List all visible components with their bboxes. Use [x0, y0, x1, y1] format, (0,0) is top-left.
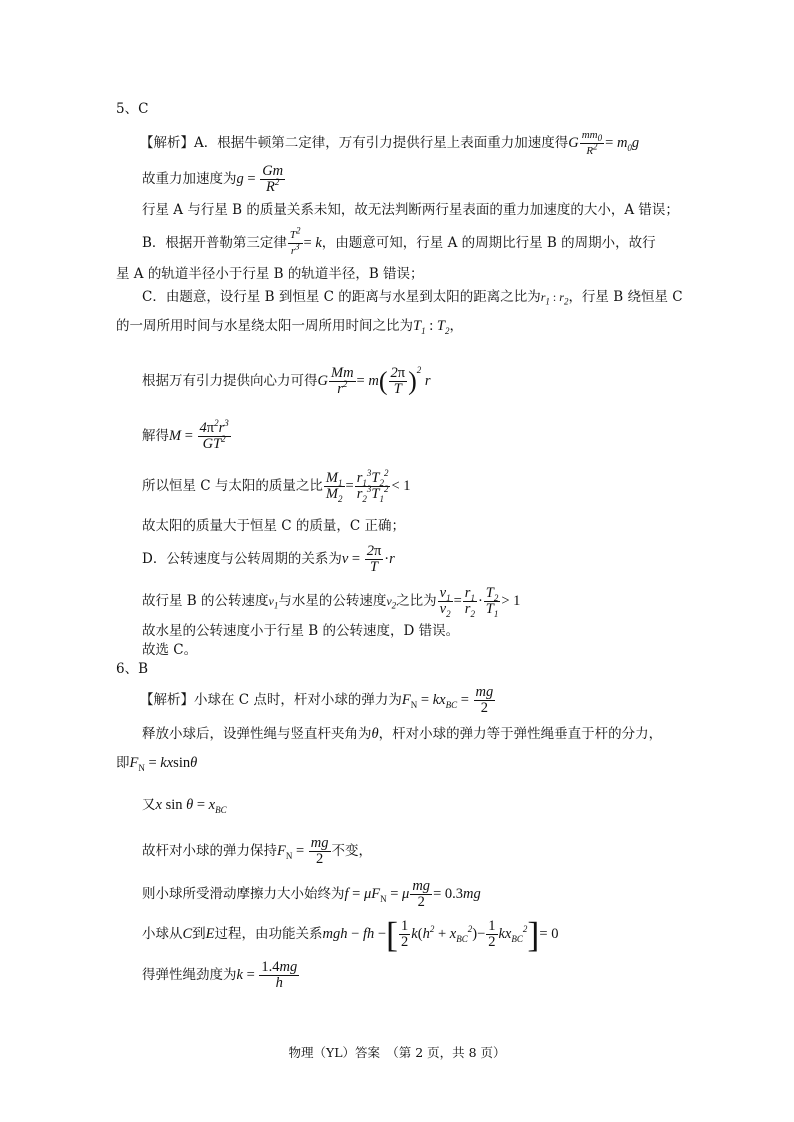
q5-gravity-accel-line: 故重力加速度为g = $\frac{Gm}{R^2}$ [142, 164, 286, 195]
formula-friction: $f = \mu F_N = \mu$ $\frac{mg}{2}$ = 0.3mg [344, 878, 481, 910]
formula-k: k = $\frac{1.4mg}{h}$ [236, 959, 298, 991]
q6-line4: 又x $\sin \theta = x_{BC}$ [142, 797, 227, 815]
q6-line5: 故杆对小球的弹力保持$F_N$ = $\frac{mg}{2}$ 不变， [142, 835, 373, 867]
q5-part-b-line: B．根据开普勒第三定律 $\frac{T^2}{r^3}$ = k，由题意可知，行星 A 的周期比行星 B 的周期小，故行 [142, 225, 656, 257]
analysis-tag: 【解析】 [140, 134, 194, 151]
formula-fn-initial: $F_N = kx_{BC}$ = $\frac{mg}{2}$ [401, 684, 494, 716]
formula-g: g = $\frac{Gm}{R^2}$ [236, 163, 284, 195]
q5-solve-line: 解得M = $\frac{4\pi^2r^3}{GT^2}$ [142, 421, 232, 452]
formula-centripetal: G $\frac{Mm}{r^2}$ = m( $\frac{2\pi}{T}$ )$^2$ r [317, 364, 431, 397]
formula-mass: M = $\frac{4\pi^2r^3}{GT^2}$ [169, 418, 229, 452]
q5-part-c-line2: 的一周所用时间与水星绕太阳一周所用时间之比为$T_1$ : $T_2$， [116, 318, 463, 336]
q6-line6: 则小球所受滑动摩擦力大小始终为$f = \mu F_N = \mu$ $\frac{mg}{2}$ = 0.3mg [142, 878, 481, 910]
q5-part-a-line: 【解析】A．根据牛顿第二定律，万有引力提供行星上表面重力加速度得G $\frac{mm_0}{R^2}$ = $m_0g$ [140, 129, 640, 157]
q6-line1: 【解析】小球在 C 点时，杆对小球的弹力为$F_N = kx_{BC}$ = $\frac{mg}{2}$ [140, 685, 496, 716]
q5-c-conclusion: 故太阳的质量大于恒星 C 的质量，C 正确； [142, 518, 406, 534]
q5-part-c-line1: C．由题意，设行星 B 到恒星 C 的距离与水星到太阳的距离之比为$r_1$ : $r_2$，行星 B 绕恒星 C [142, 289, 683, 307]
analysis-tag: 【解析】 [140, 691, 194, 708]
q5-speed-ratio-line: 故行星 B 的公转速度$v_1$与水星的公转速度$v_2$之比为 $\frac{v_1}{v_2}$ = $\frac{r_1}{r_2}$ · $\frac{T_2}{T_1}$ > 1 [142, 585, 521, 619]
formula-fn-sin: $F_N = kxsin\theta$ [129, 755, 198, 773]
q5-a-conclusion: 行星 A 与行星 B 的质量关系未知，故无法判断两行星表面的重力加速度的大小，A 错误； [142, 202, 679, 218]
q5-mass-ratio-line: 所以恒星 C 与太阳的质量之比 $\frac{M_1}{M_2}$ = $\frac{r_1^3T_2^2}{r_2^3T_1^2}$ < 1 [142, 468, 411, 504]
q5-answer: 5、C [116, 101, 149, 117]
formula-velocity: v = $\frac{2\pi}{T}$ ·r [341, 543, 395, 575]
q6-line8: 得弹性绳劲度为k = $\frac{1.4mg}{h}$ [142, 960, 300, 991]
formula-kepler: $\frac{T^2}{r^3}$ = k [289, 225, 322, 257]
q6-line2: 释放小球后，设弹性绳与竖直杆夹角为θ，杆对小球的弹力等于弹性绳垂直于杆的分力， [142, 726, 663, 742]
q5-force-line: 根据万有引力提供向心力可得G $\frac{Mm}{r^2}$ = m( $\frac{2\pi}{T}$ )$^2$ r [142, 364, 431, 397]
q6-line3: 即$F_N = kxsin\theta$ [116, 755, 198, 773]
formula-energy: mgh − fh −[ $\frac{1}{2}$ $k(h^2 + x_{BC}^2)-$ $\frac{1}{2}$ $kx_{BC}^2]= 0$ [322, 914, 559, 955]
formula-mass-ratio: $\frac{M_1}{M_2}$ = $\frac{r_1^3T_2^2}{r_2^3T_1^2}$ < 1 [325, 468, 411, 504]
q5-final: 故选 C。 [142, 642, 198, 658]
formula-r-ratio: $r_1$ : $r_2$ [540, 290, 569, 307]
q5-part-d-line: D．公转速度与公转周期的关系为v = $\frac{2\pi}{T}$ ·r [142, 543, 395, 575]
formula-surface-gravity: G $\frac{mm_0}{R^2}$ = $m_0g$ [568, 129, 640, 157]
formula-speed-ratio: $\frac{v_1}{v_2}$ = $\frac{r_1}{r_2}$ · $\frac{T_2}{T_1}$ > 1 [439, 585, 521, 619]
q6-answer: 6、B [116, 661, 149, 677]
page-footer: 物理（YL）答案 （第 2 页，共 8 页） [288, 1045, 506, 1060]
formula-t-ratio: $T_1$ : $T_2$ [413, 318, 450, 336]
q5-d-conclusion: 故水星的公转速度小于行星 B 的公转速度，D 错误。 [142, 623, 460, 639]
q5-b-cont: 星 A 的轨道半径小于行星 B 的轨道半径，B 错误； [116, 266, 424, 282]
q6-line7: 小球从C到E过程，由功能关系mgh − fh −[ $\frac{1}{2}$ $k(h^2 + x_{BC}^2)-$ $\frac{1}{2}$ $kx_{BC}^2]= 0$ [142, 914, 559, 955]
formula-fn-const: $F_N$ = $\frac{mg}{2}$ [277, 835, 329, 867]
formula-x-sin: x $\sin \theta = x_{BC}$ [155, 797, 227, 815]
